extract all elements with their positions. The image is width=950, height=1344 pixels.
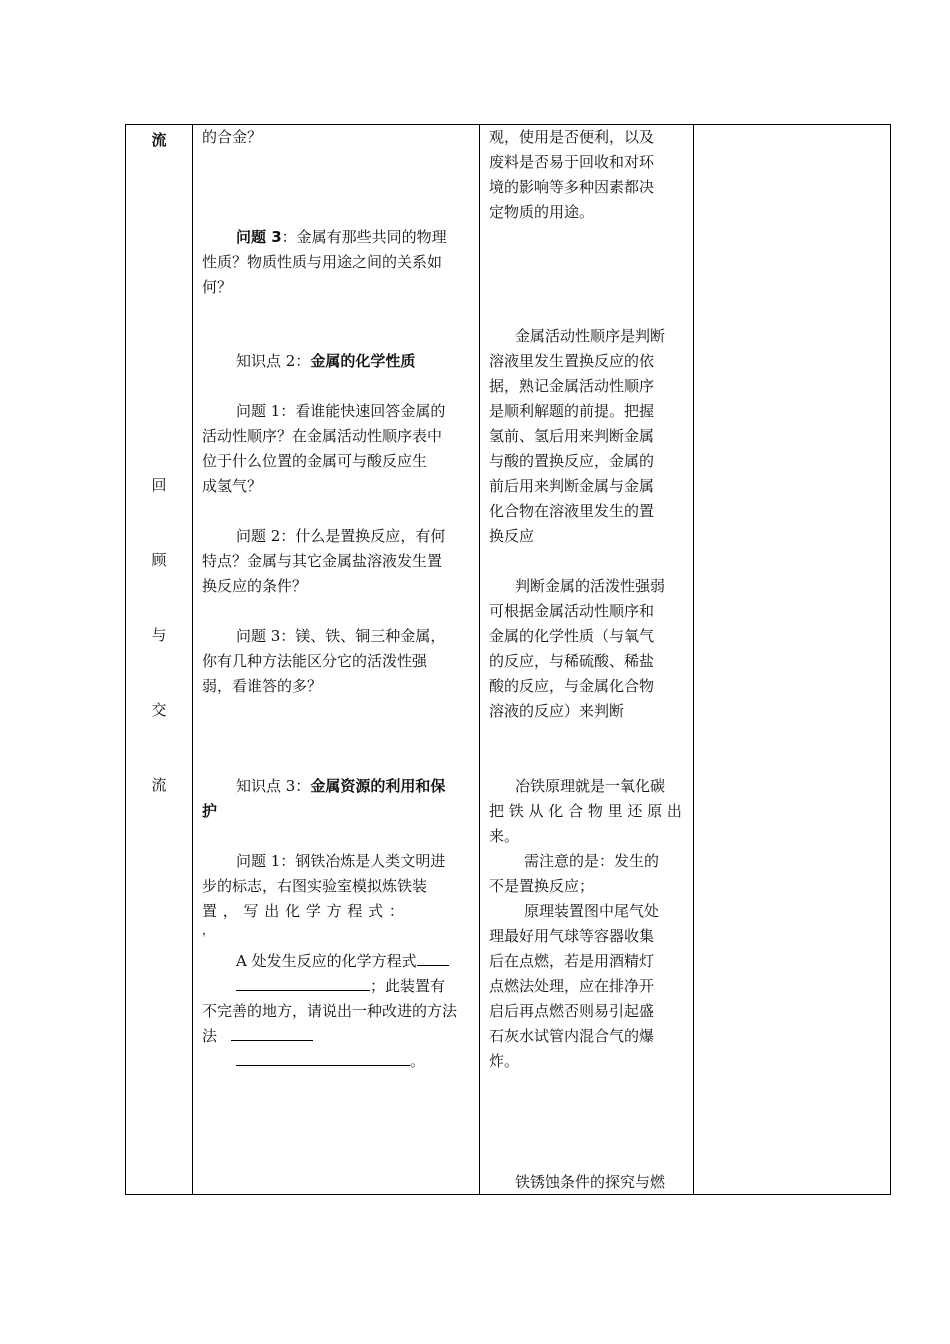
explanation-text: 铁锈蚀条件的探究与燃 — [515, 1173, 666, 1191]
explanation-text: 与酸的置换反应，金属的 — [489, 452, 655, 470]
heading-title: 金属资源的利用和保 — [310, 777, 446, 795]
explanation-text: 需注意的是：发生的 — [524, 852, 660, 870]
question-text: 何？ — [202, 278, 233, 296]
explanation-text: 金属活动性顺序是判断 — [515, 327, 666, 345]
question-text: 问题 3：镁、铁、铜三种金属， — [236, 627, 446, 645]
explanation-text: 的反应，与稀硫酸、稀盐 — [489, 652, 655, 670]
explanation-text: 酸的反应，与金属化合物 — [489, 677, 655, 695]
explanation-text: 金属的化学性质（与氧气 — [489, 627, 655, 645]
question-text — [236, 1049, 425, 1074]
explanation-text: 溶液的反应）来判断 — [489, 702, 625, 720]
question-text: 性质？物质性质与用途之间的关系如 — [202, 253, 443, 271]
answer-blank[interactable] — [231, 1025, 313, 1041]
explanation-text: 把 铁 从 化 合 物 里 还 原 出 — [489, 802, 682, 820]
explanation-text: 氢前、氢后用来判断金属 — [489, 427, 655, 445]
question-text: ；此装置有 — [370, 977, 446, 995]
explanation-text: 换反应 — [489, 527, 535, 545]
section-label-char: 顾 — [151, 551, 167, 569]
knowledge-point-3-heading — [236, 774, 445, 799]
question-text: 弱，看谁答的多？ — [202, 677, 323, 695]
question-text: 法 — [202, 1027, 218, 1045]
explanation-text: 冶铁原理就是一氧化碳 — [515, 777, 666, 795]
explanation-text: 原理装置图中尾气处 — [524, 902, 660, 920]
explanation-text: 理最好用气球等容器收集 — [489, 927, 655, 945]
question-text: 你有几种方法能区分它的活泼性强 — [202, 652, 428, 670]
question-text: 特点？金属与其它金属盐溶液发生置 — [202, 552, 443, 570]
question-text: 成氢气？ — [202, 477, 263, 495]
explanation-text: 溶液里发生置换反应的依 — [489, 352, 655, 370]
section-label-char: 回 — [151, 476, 167, 494]
explanation-text: 来。 — [489, 827, 520, 845]
explanation-text: 境的影响等多种因素都决 — [489, 178, 655, 196]
knowledge-point-2-heading — [236, 349, 415, 374]
section-label-char: 与 — [151, 626, 167, 644]
question-text: 问题 2：什么是置换反应，有何 — [236, 527, 446, 545]
heading-prefix: 知识点 3： — [236, 777, 311, 795]
answer-blank[interactable] — [236, 975, 370, 991]
explanation-text: 是顺利解题的前提。把握 — [489, 402, 655, 420]
question-text: 。 — [410, 1052, 426, 1070]
column-divider — [479, 125, 480, 1194]
explanation-text: 判断金属的活泼性强弱 — [515, 577, 666, 595]
explanation-text: 可根据金属活动性顺序和 — [489, 602, 655, 620]
explanation-text: 炸。 — [489, 1052, 520, 1070]
explanation-text: 石灰水试管内混合气的爆 — [489, 1027, 655, 1045]
explanation-text: 化合物在溶液里发生的置 — [489, 502, 655, 520]
explanation-text: 定物质的用途。 — [489, 203, 595, 221]
question-text: A 处发生反应的化学方程式 — [236, 952, 417, 970]
answer-blank[interactable] — [417, 950, 449, 966]
question-text: 不完善的地方，请说出一种改进的方法 — [202, 1002, 458, 1020]
question-text: 位于什么位置的金属可与酸反应生 — [202, 452, 428, 470]
section-label-continued: 流 — [151, 131, 167, 149]
question-text — [202, 1024, 313, 1049]
explanation-text: 废料是否易于回收和对环 — [489, 153, 655, 171]
section-label-char: 流 — [151, 776, 167, 794]
question-text: 活动性顺序？在金属活动性顺序表中 — [202, 427, 443, 445]
question-text: 问题 1：看谁能快速回答金属的 — [236, 402, 446, 420]
column-divider — [693, 125, 694, 1194]
explanation-text: 据，熟记金属活动性顺序 — [489, 377, 655, 395]
question-text: ：金属有那些共同的物理 — [281, 228, 447, 246]
question-text — [236, 974, 445, 999]
heading-title: 金属的化学性质 — [310, 352, 416, 370]
explanation-text: 前后用来判断金属与金属 — [489, 477, 655, 495]
heading-title: 护 — [202, 802, 218, 820]
question-text: 问题 1：钢铁冶炼是人类文明进 — [236, 852, 446, 870]
lesson-table — [125, 124, 891, 1195]
question-text — [236, 949, 449, 974]
question-text: 步的标志，右图实验室模拟炼铁装 — [202, 877, 428, 895]
question-3-label: 问题 3 — [236, 228, 282, 246]
question-3-text — [236, 225, 447, 250]
explanation-text: 启后再点燃否则易引起盛 — [489, 1002, 655, 1020]
section-label-char: 交 — [151, 701, 167, 719]
explanation-text: 后在点燃，若是用酒精灯 — [489, 952, 655, 970]
explanation-text: 点燃法处理，应在排净开 — [489, 977, 655, 995]
explanation-text: 不是置换反应； — [489, 877, 595, 895]
question-text: 的合金？ — [202, 128, 263, 146]
answer-blank[interactable] — [236, 1050, 410, 1066]
explanation-text: 观，使用是否便利，以及 — [489, 128, 655, 146]
question-text: 置 ， 写 出 化 学 方 程 式 ： — [202, 902, 405, 920]
heading-prefix: 知识点 2： — [236, 352, 311, 370]
question-text: ， — [202, 923, 215, 937]
column-divider — [192, 125, 193, 1194]
question-text: 换反应的条件？ — [202, 577, 308, 595]
